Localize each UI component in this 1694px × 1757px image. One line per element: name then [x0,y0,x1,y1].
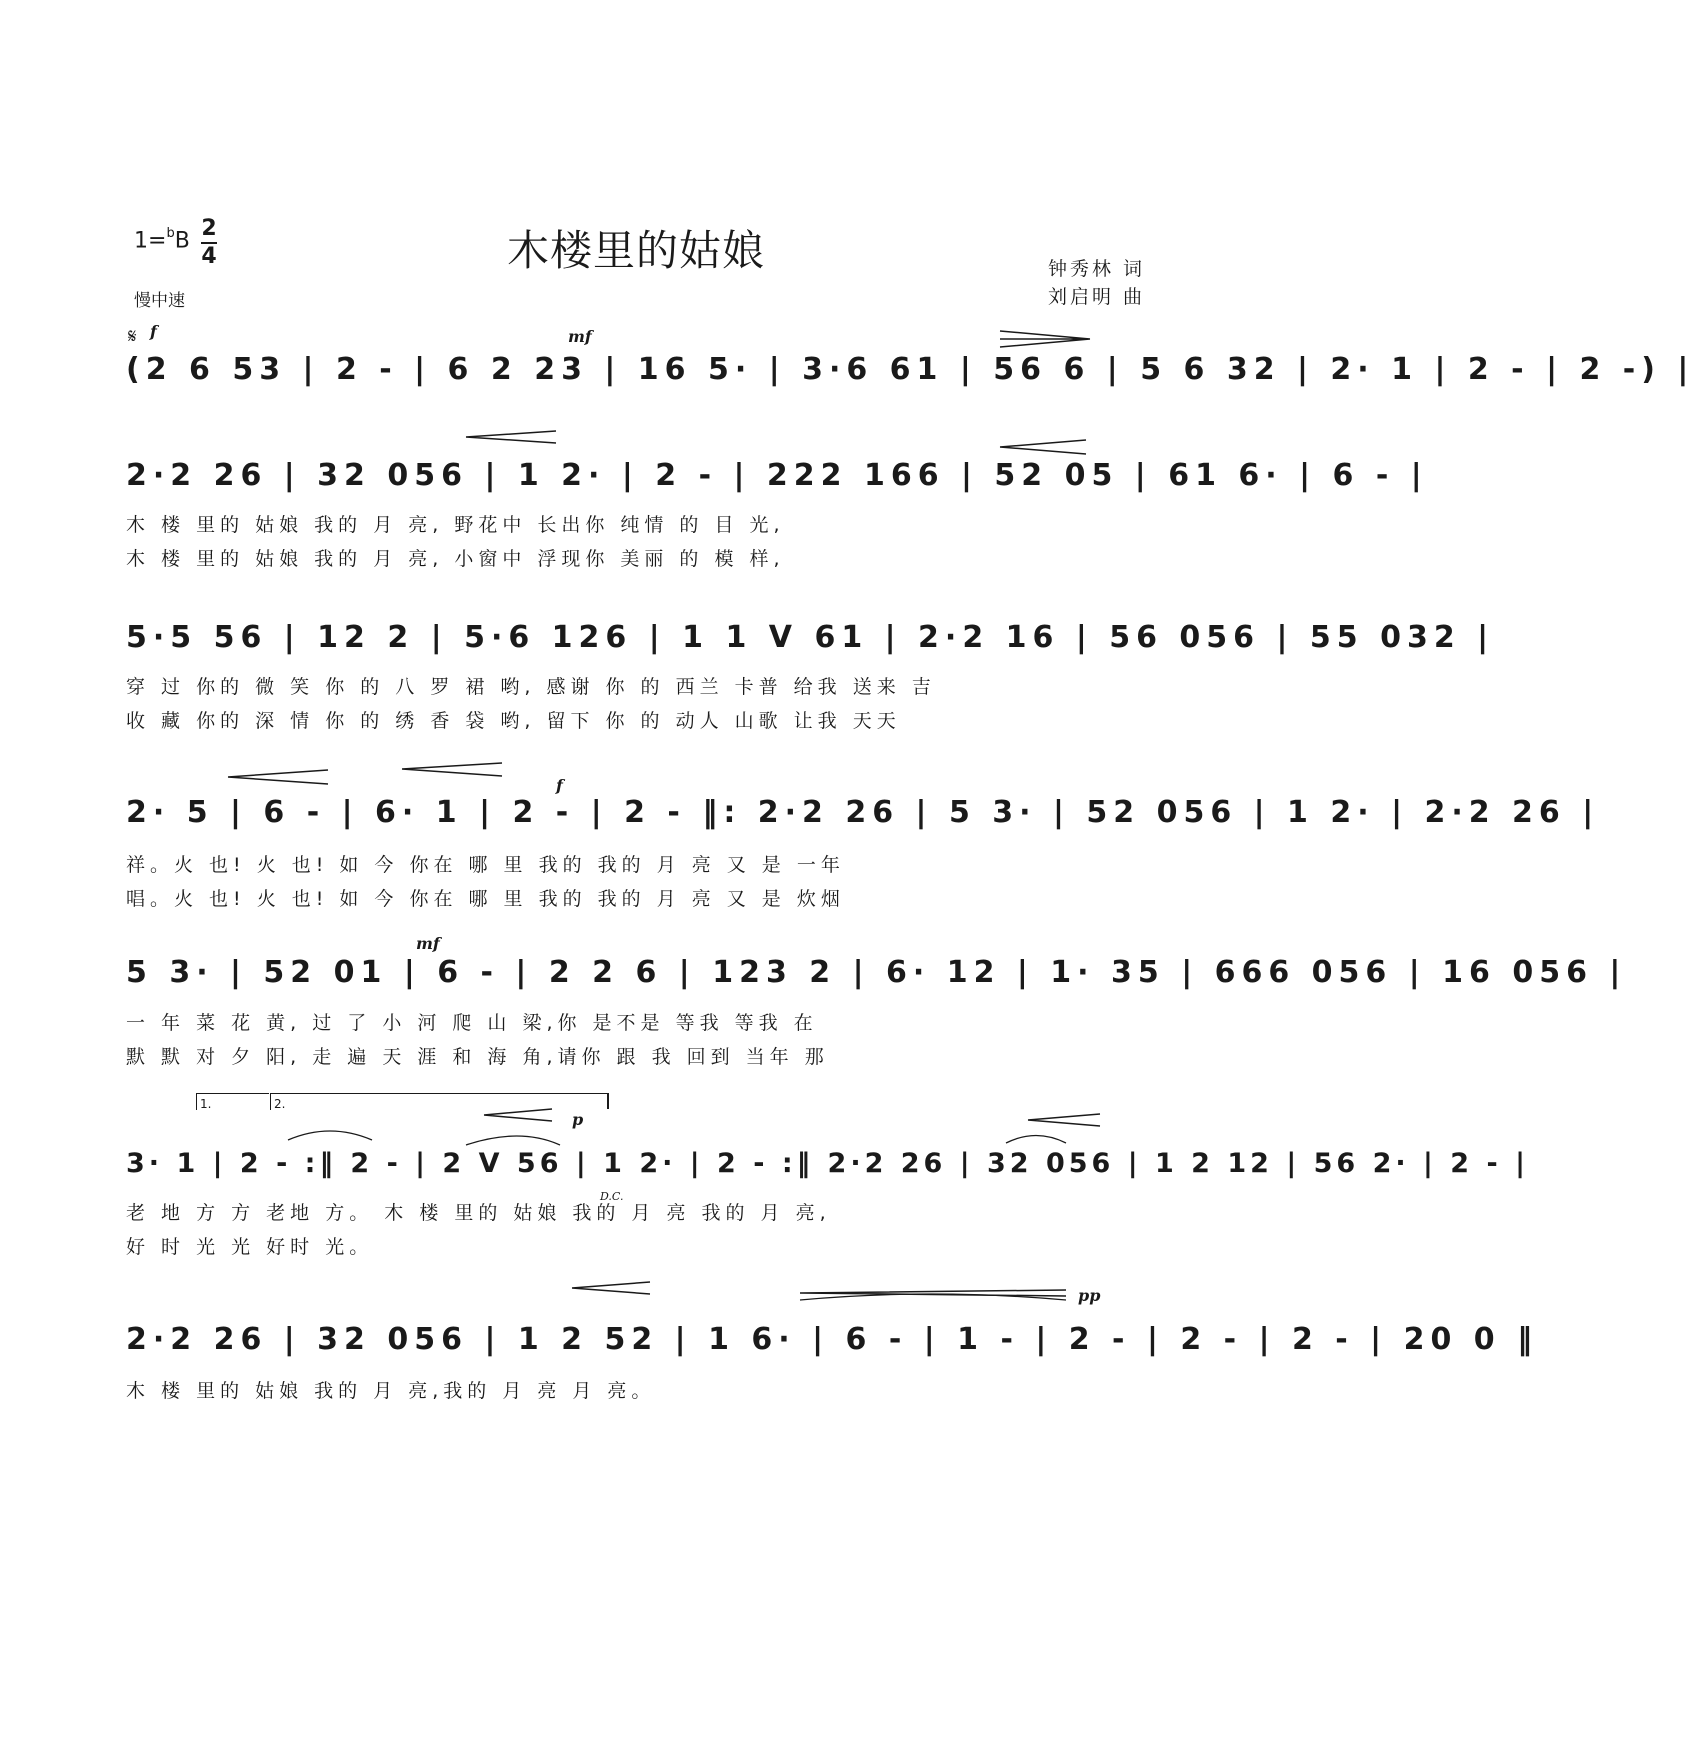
notation-row-1: (2 6 53 | 2 - | 6 2 23 | 16 5· | 3·6 61 | 56 6 | 5 6 32 | 2· 1 | 2 - | 2 -) | [126,352,1694,387]
decrescendo-hairpin [572,1282,650,1294]
lyric-line-7a: 木 楼 里的 姑娘 我的 月 亮,我的 月 亮 月 亮。 [126,1380,656,1402]
lyric-line-6b: 好 时 光 光 好时 光。 [126,1236,374,1258]
song-title: 木楼里的姑娘 [506,226,765,275]
key-signature: 1=$^b$B [134,226,190,254]
meter-numerator: 2 [201,216,217,241]
decrescendo-hairpin [1028,1114,1100,1126]
decrescendo-hairpin [1000,440,1086,454]
decrescendo-hairpin [1000,331,1090,347]
decrescendo-hairpin [800,1290,1066,1296]
dynamic-pianissimo: pp [1078,1286,1101,1305]
tempo-marking: 慢中速 [134,291,185,311]
dynamic-mezzo-forte: mf [568,327,592,346]
dynamic-mezzo-forte: mf [416,934,440,953]
lyric-line-5a: 一 年 菜 花 黄, 过 了 小 河 爬 山 梁,你 是不是 等我 等我 在 [126,1012,818,1034]
decrescendo-hairpin [402,763,502,776]
volta-bracket-1: 1. [196,1093,269,1110]
dynamic-piano: p [572,1110,584,1129]
lyric-line-3a: 穿 过 你的 微 笑 你 的 八 罗 裙 哟, 感谢 你 的 西兰 卡普 给我 送来 吉 [126,676,936,698]
decrescendo-hairpin [466,431,556,443]
tie-slur [466,1136,560,1145]
lyric-line-2b: 木 楼 里的 姑娘 我的 月 亮, 小窗中 浮现你 美丽 的 模 样, [126,548,785,570]
lyric-line-2a: 木 楼 里的 姑娘 我的 月 亮, 野花中 长出你 纯情 的 目 光, [126,514,785,536]
tie-slur [1006,1136,1066,1144]
segno-sign: 𝄋 [128,324,137,348]
notation-row-7: 2·2 26 | 32 056 | 1 2 52 | 1 6· | 6 - | 1 - | 2 - | 2 - | 2 - | 20 0 ‖ [126,1322,1539,1357]
da-capo-marking: D.C. [600,1190,624,1203]
notation-row-6: 3· 1 | 2 - :‖ 2 - | 2 V 56 | 1 2· | 2 - :‖ 2·2 26 | 32 056 | 1 2 12 | 56 2· | 2 - | [126,1148,1529,1179]
notation-row-5: 5 3· | 52 01 | 6 - | 2 2 6 | 123 2 | 6· 12 | 1· 35 | 666 056 | 16 056 | [126,955,1627,990]
dynamic-forte: f [556,776,563,795]
notation-row-4: 2· 5 | 6 - | 6· 1 | 2 - | 2 - ‖: 2·2 26 | 5 3· | 52 056 | 1 2· | 2·2 26 | [126,795,1600,830]
lyricist-credit: 钟秀林 词 [1047,258,1145,280]
lyric-line-4a: 祥。火 也! 火 也! 如 今 你在 哪 里 我的 我的 月 亮 又 是 一年 [126,854,845,876]
notation-row-3: 5·5 56 | 12 2 | 5·6 126 | 1 1 V 61 | 2·2 16 | 56 056 | 55 032 | [126,620,1495,655]
decrescendo-hairpin [484,1109,552,1121]
meter-denominator: 4 [201,244,217,269]
decrescendo-hairpin [228,770,328,784]
lyric-line-4b: 唱。火 也! 火 也! 如 今 你在 哪 里 我的 我的 月 亮 又 是 炊烟 [126,888,845,910]
notation-row-2: 2·2 26 | 32 056 | 1 2· | 2 - | 222 166 | 52 05 | 61 6· | 6 - | [126,458,1428,493]
lyric-line-3b: 收 藏 你的 深 情 你 的 绣 香 袋 哟, 留下 你 的 动人 山歌 让我 天天 [126,710,901,732]
composer-credit: 刘启明 曲 [1047,286,1145,308]
lyric-line-6a: 老 地 方 方 老地 方。 木 楼 里的 姑娘 我的 月 亮 我的 月 亮, [126,1202,831,1224]
dynamic-forte: f [150,322,157,341]
tie-slur [288,1131,372,1140]
volta-bracket-2: 2. [270,1093,609,1110]
lyric-line-5b: 默 默 对 夕 阳, 走 遍 天 涯 和 海 角,请你 跟 我 回到 当年 那 [126,1046,829,1068]
